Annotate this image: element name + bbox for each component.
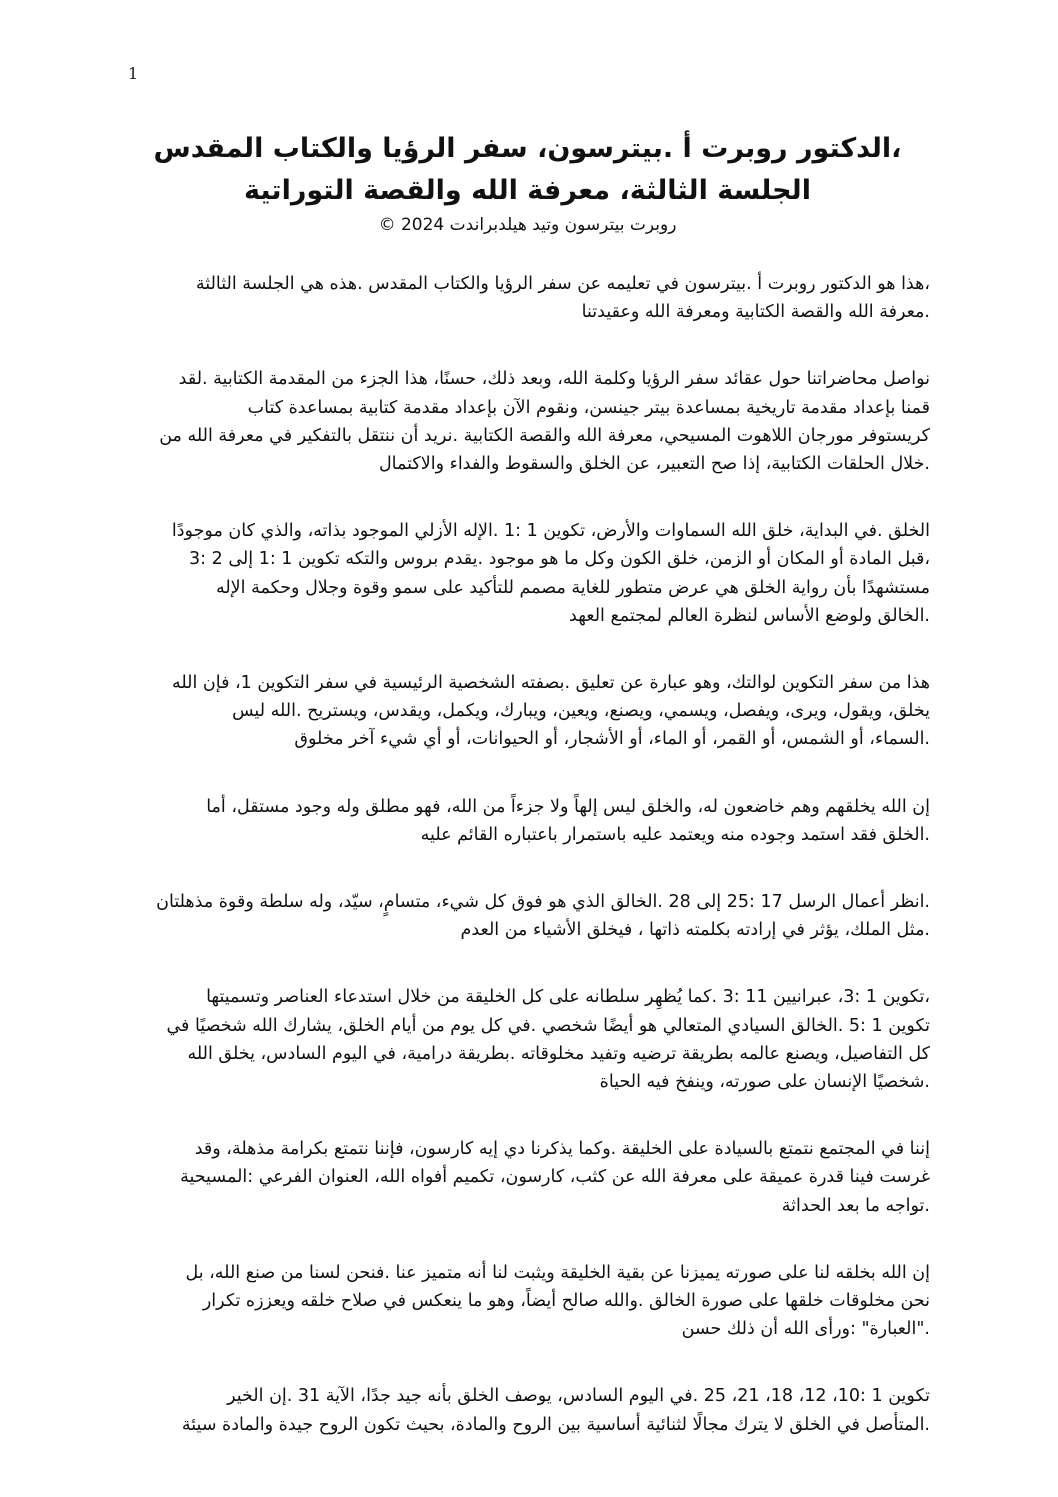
text-line: ."العبارة" :ورأى الله أن ذلك حسن <box>681 1319 930 1340</box>
text-line: .تواجه ما بعد الحداثة <box>781 1195 930 1216</box>
text-line: ،تكوين 1 :3، عبرانيين 11 :3 .كما يُظهِر سلطانه على كل الخليقة من خلال استدعاء العناصر وتسميتها <box>206 987 930 1008</box>
text-line: .انظر أعمال الرسل 17 :25 إلى 28 .الخالق الذي هو فوق كل شيء، متسامٍ، سيّد، وله سلطة وقوة مذهلتان <box>156 892 930 913</box>
body-text <box>130 270 930 1478</box>
paragraph-creation <box>130 517 930 630</box>
text-line: .معرفة الله والقصة الكتابية ومعرفة الله وعقيدتنا <box>581 302 930 323</box>
text-line: نحن مخلوقات خلقها على صورة الخالق .والله صالح أيضاً، وهو ما ينعكس في صلاح خلقه ويعززه تكرار <box>202 1291 930 1312</box>
text-line: .الخلق فقد استمد وجوده منه ويعتمد عليه باستمرار باعتباره القائم عليه <box>420 824 930 845</box>
text-line: نواصل محاضراتنا حول عقائد سفر الرؤيا وكلمة الله، وبعد ذلك، حسنًا، هذا الجزء من المقدمة الكتابية .لقد <box>178 369 930 390</box>
text-line: .شخصيًا الإنسان على صورته، وينفخ فيه الحياة <box>599 1072 930 1093</box>
title-block <box>130 128 925 238</box>
paragraph-sovereign-creator <box>130 983 930 1096</box>
text-line: .السماء، أو الشمس، أو القمر، أو الماء، أو الأشجار، أو الحيوانات، أو أي شيء آخر مخلوق <box>294 729 930 750</box>
text-line: كريستوفر مورجان اللاهوت المسيحي، معرفة الله والقصة الكتابية .نريد أن ننتقل بالتفكير في معرفة الله من <box>159 425 930 446</box>
document-title-line-1: ،الدكتور روبرت أ .بيترسون، سفر الرؤيا والكتاب المقدس <box>153 133 902 164</box>
paragraph-lectures <box>130 365 930 478</box>
text-line: .مثل الملك، يؤثر في إرادته بكلمته ذاتها ، فيخلق الأشياء من العدم <box>460 920 930 941</box>
paragraph-creator-independence <box>130 793 930 849</box>
page-number: 1 <box>128 64 139 83</box>
paragraph-goodness <box>130 1382 930 1438</box>
paragraph-acts-reference <box>130 888 930 944</box>
text-line: هذا من سفر التكوين لوالتك، وهو عبارة عن تعليق .بصفته الشخصية الرئيسية في سفر التكوين 1، فإن الله <box>171 673 930 694</box>
copyright-notice: روبرت بيترسون وتيد هيلدبراندت 2024 © <box>378 215 677 235</box>
text-line: ،هذا هو الدكتور روبرت أ .بيترسون في تعليمه عن سفر الرؤيا والكتاب المقدس .هذه هي الجلسة الثالثة <box>195 274 930 294</box>
text-line: إننا في المجتمع نتمتع بالسيادة على الخليقة .وكما يذكرنا دي إيه كارسون، فإننا نتمتع بكرامة مذهلة، وقد <box>194 1139 930 1160</box>
paragraph-carson <box>130 1135 930 1220</box>
text-line: تكوين 1 :10، 12، 18، 21، 25 .في اليوم السادس، يوصف الخلق بأنه جيد جدًا، الآية 31 .إن الخير <box>227 1386 930 1407</box>
text-line: غرست فينا قدرة عميقة على معرفة الله عن كثب، كارسون، تكميم أفواه الله، العنوان الفرعي :المسيحية <box>180 1167 930 1188</box>
paragraph-image-of-god <box>130 1259 930 1344</box>
text-line: تكوين 1 :5 .الخالق السيادي المتعالي هو أيضًا شخصي .في كل يوم من أيام الخلق، يشارك الله شخصيًا في <box>166 1015 930 1036</box>
document-title-line-2: الجلسة الثالثة، معرفة الله والقصة التوراتية <box>244 175 811 206</box>
text-line: الخلق .في البداية، خلق الله السماوات والأرض، تكوين 1 :1 .الإله الأزلي الموجود بذاته، والذي كان موجودًا <box>171 521 930 542</box>
text-line: مستشهدًا بأن رواية الخلق هي عرض متطور للغاية مصمم للتأكيد على سمو وقوة وجلال وحكمة الإله <box>215 577 930 598</box>
paragraph-genesis-commentary <box>130 669 930 754</box>
text-line: يخلق، ويقول، ويرى، ويفصل، ويسمي، ويصنع، ويعين، ويبارك، ويكمل، ويقدس، ويستريح .الله ليس <box>232 701 930 722</box>
text-line: إن الله يخلقهم وهم خاضعون له، والخلق ليس إلهاً ولا جزءاً من الله، فهو مطلق وله وجود مستقل، أما <box>206 796 930 817</box>
paragraph-intro <box>130 270 930 326</box>
text-line: .المتأصل في الخلق لا يترك مجالًا لثنائية أساسية بين الروح والمادة، بحيث تكون الروح جيدة والمادة سيئة <box>181 1414 930 1435</box>
text-line: .خلال الحلقات الكتابية، إذا صح التعبير، عن الخلق والسقوط والفداء والاكتمال <box>378 454 930 475</box>
text-line: كل التفاصيل، ويصنع عالمه بطريقة ترضيه وتفيد مخلوقاته .بطريقة درامية، في اليوم السادس، يخلق الله <box>187 1043 930 1064</box>
text-line: ،قبل المادة أو المكان أو الزمن، خلق الكون وكل ما هو موجود .يقدم بروس والتكه تكوين 1 :1 إلى 2 :3 <box>189 549 930 570</box>
text-line: .الخالق ولوضع الأساس لنظرة العالم لمجتمع العهد <box>569 605 930 626</box>
text-line: إن الله بخلقه لنا على صورته يميزنا عن بقية الخليقة ويثبت لنا أنه متميز عنا .فنحن لسنا من صنع الله، بل <box>185 1262 930 1283</box>
text-line: قمنا بإعداد مقدمة تاريخية بمساعدة بيتر جينسن، ونقوم الآن بإعداد مقدمة كتابية بمساعدة كتاب <box>247 397 930 418</box>
